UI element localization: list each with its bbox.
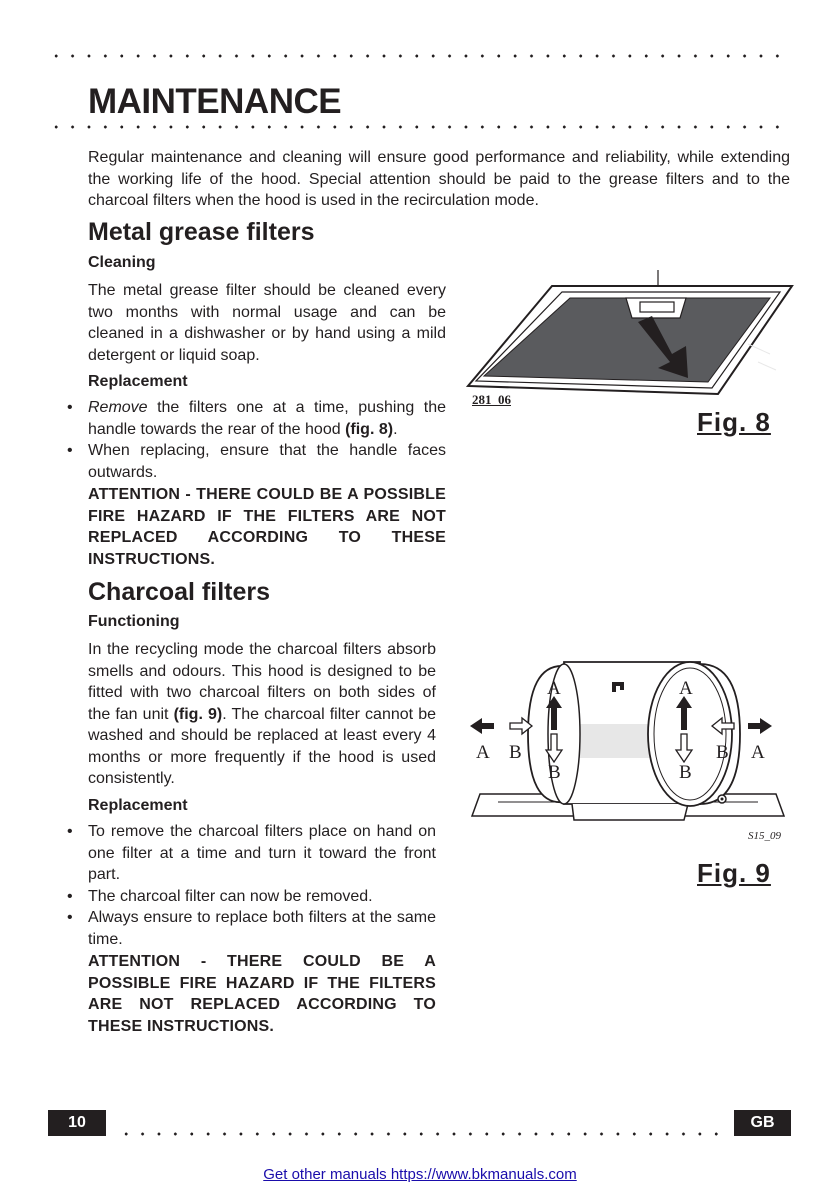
fig8-grease-filter-illustration bbox=[466, 266, 796, 396]
charcoal-functioning-heading: Functioning bbox=[88, 613, 180, 630]
list-item: • To remove the charcoal filters place on hand on one filter at a time and turn it toward the front part. bbox=[88, 821, 436, 886]
intro-paragraph: Regular maintenance and cleaning will ensure good performance and reliability, while extending the working life of the hood. Special attention should be paid to the grease filters and to the charcoal filters when the hood is used in the recirculation mode. bbox=[88, 149, 790, 209]
manuals-link[interactable]: Get other manuals https://www.bkmanuals.com bbox=[263, 1166, 577, 1183]
fig9-label-b-left: B bbox=[509, 742, 522, 763]
charcoal-replacement-list bbox=[88, 821, 436, 950]
fig9-label-b-right: B bbox=[716, 742, 729, 763]
grease-cleaning-text: The metal grease filter should be cleaned every two months with normal usage and can be cleaned in a dishwasher or by hand using a mild detergent or liquid soap. bbox=[88, 282, 446, 364]
top-dotted-rule bbox=[48, 54, 792, 58]
fig9-label-a-left-top: A bbox=[547, 678, 561, 699]
list-item: • Remove the filters one at a time, pushing the handle towards the rear of the hood (fig. 8). bbox=[88, 397, 446, 440]
fig8-reference: (fig. 8) bbox=[345, 420, 394, 438]
fig9-label-a-right: A bbox=[751, 742, 765, 763]
page-title: MAINTENANCE bbox=[88, 82, 342, 121]
grease-cleaning-heading: Cleaning bbox=[88, 254, 156, 271]
fig9-label-b-right-bottom: B bbox=[679, 762, 692, 783]
language-badge: GB bbox=[734, 1110, 791, 1136]
fig9-label-a-left: A bbox=[476, 742, 490, 763]
charcoal-functioning-text: In the recycling mode the charcoal filters absorb smells and odours. This hood is designed to be fitted with two charcoal filters on both sides of the fan unit (fig. 9). The charcoal filter cannot be washed and should be replaced at least every 4 months or more frequently if the hood is used consistently. bbox=[88, 641, 436, 787]
fig9-caption: Fig. 9 bbox=[697, 858, 771, 888]
fig8-caption: Fig. 8 bbox=[697, 407, 771, 437]
grease-replacement-list bbox=[88, 397, 446, 483]
fig9-reference: (fig. 9) bbox=[173, 705, 223, 723]
grease-fire-warning: ATTENTION - THERE COULD BE A POSSIBLE FIRE HAZARD IF THE FILTERS ARE NOT REPLACED ACCORDING TO THESE INSTRUCTIONS. bbox=[88, 486, 446, 568]
grease-replacement-heading: Replacement bbox=[88, 373, 188, 390]
charcoal-replacement-heading: Replacement bbox=[88, 797, 188, 814]
page-number: 10 bbox=[48, 1110, 106, 1136]
list-item: • The charcoal filter can now be removed. bbox=[88, 886, 436, 908]
fig9-code: S15_09 bbox=[748, 830, 781, 842]
fig9-label-a-right-top: A bbox=[679, 678, 693, 699]
fig9-label-b-left-bottom: B bbox=[548, 762, 561, 783]
list-item: • Always ensure to replace both filters at the same time. bbox=[88, 907, 436, 950]
charcoal-filters-heading: Charcoal filters bbox=[88, 578, 271, 606]
list-item: • When replacing, ensure that the handle faces outwards. bbox=[88, 440, 446, 483]
grease-filters-heading: Metal grease filters bbox=[88, 218, 315, 246]
fig8-code: 281_06 bbox=[472, 392, 511, 407]
footer-dotted-rule bbox=[118, 1132, 722, 1136]
charcoal-fire-warning: ATTENTION - THERE COULD BE A POSSIBLE FIRE HAZARD IF THE FILTERS ARE NOT REPLACED ACCORDING TO THESE INSTRUCTIONS. bbox=[88, 953, 436, 1035]
title-dotted-rule bbox=[48, 125, 792, 129]
